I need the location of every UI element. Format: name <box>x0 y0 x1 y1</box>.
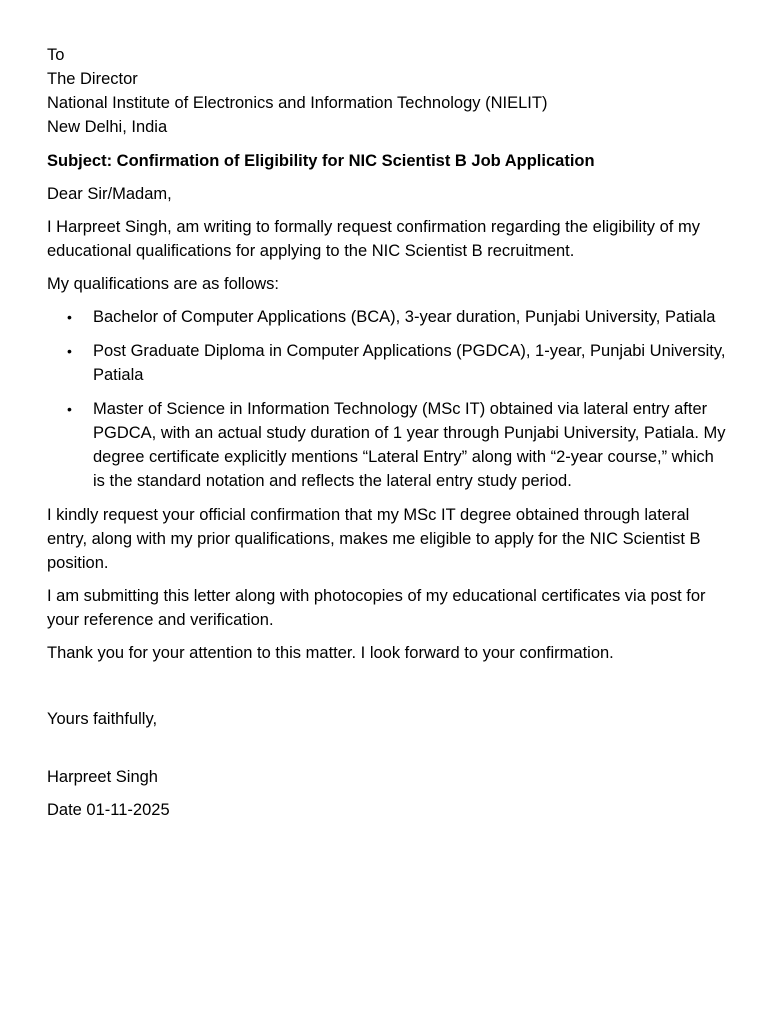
list-item <box>47 339 727 387</box>
qualification-text: Post Graduate Diploma in Computer Applications (PGDCA), 1-year, Punjabi University, Patiala <box>93 342 726 384</box>
intro-paragraph: I Harpreet Singh, am writing to formally request confirmation regarding the eligibility of my educational qualifications for applying to the NIC Scientist B recruitment. <box>47 218 700 260</box>
letter-subject: Subject: Confirmation of Eligibility for NIC Scientist B Job Application <box>47 152 595 170</box>
thanks-paragraph: Thank you for your attention to this matter. I look forward to your confirmation. <box>47 644 614 662</box>
list-item <box>47 305 727 329</box>
address-recipient: The Director <box>47 70 138 88</box>
bullet-icon: • <box>67 343 72 359</box>
list-item <box>47 397 727 493</box>
signature-date: Date 01-11-2025 <box>47 801 170 819</box>
address-organization: National Institute of Electronics and Information Technology (NIELIT) <box>47 94 548 112</box>
submission-paragraph: I am submitting this letter along with photocopies of my educational certificates via post for your reference and verification. <box>47 587 706 629</box>
closing-line: Yours faithfully, <box>47 710 158 728</box>
signature-name: Harpreet Singh <box>47 768 158 786</box>
letter-page <box>47 43 727 822</box>
bullet-icon: • <box>67 309 72 325</box>
qualifications-list <box>47 305 727 493</box>
bullet-icon: • <box>67 401 72 417</box>
qualifications-heading: My qualifications are as follows: <box>47 275 280 293</box>
address-location: New Delhi, India <box>47 118 168 136</box>
address-to: To <box>47 46 65 64</box>
request-paragraph: I kindly request your official confirmation that my MSc IT degree obtained through lateral entry, along with my prior qualifications, makes me eligible to apply for the NIC Scientist B position. <box>47 506 701 572</box>
qualification-text: Master of Science in Information Technology (MSc IT) obtained via lateral entry after PGDCA, with an actual study duration of 1 year through Punjabi University, Patiala. My degree certificate explicitly mentions “Lateral Entry” along with “2-year course,” which is the standard notation and reflects the lateral entry study period. <box>93 400 726 490</box>
salutation: Dear Sir/Madam, <box>47 185 172 203</box>
address-block <box>47 43 727 139</box>
qualification-text: Bachelor of Computer Applications (BCA), 3-year duration, Punjabi University, Patiala <box>93 308 716 326</box>
